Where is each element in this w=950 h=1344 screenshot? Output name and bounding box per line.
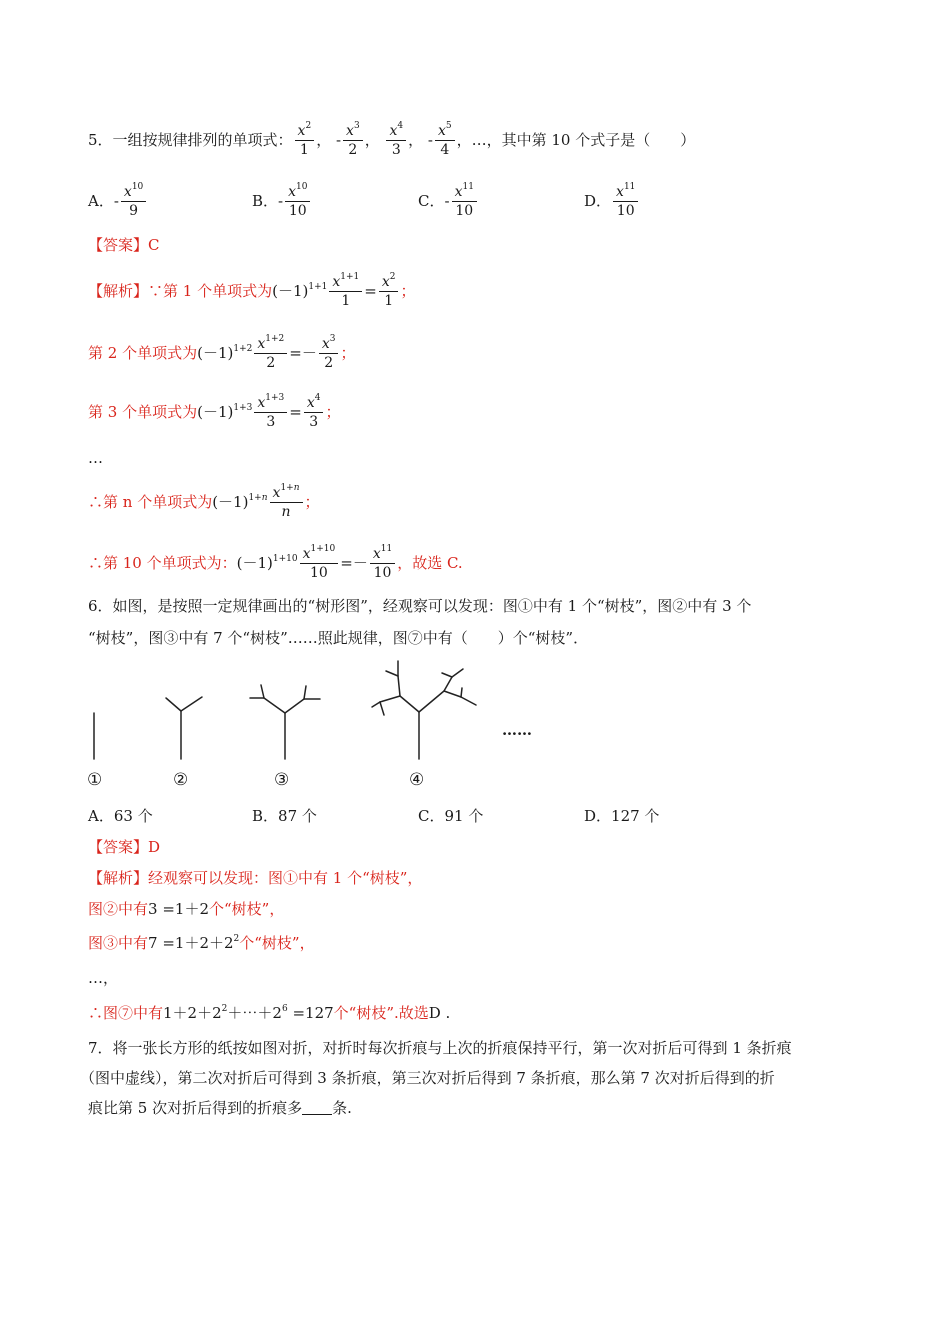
q6-option-c[interactable]: C．91 个: [418, 807, 484, 825]
tree-dots: ……: [502, 721, 532, 739]
q6-answer: 【答案】D: [88, 838, 161, 856]
figure-label-2: ②: [173, 770, 189, 790]
q5-analysis-line10: ∴第 10 个单项式为：$(-1)^{1+10}$ $\frac{x^{1+10}}{10}$ =－ $\frac{x^{11}}{10}$ ，故选 C.: [88, 544, 463, 581]
tree-2: [166, 697, 202, 759]
q5-term-4: $\frac{x^5}{4}$: [435, 124, 455, 158]
q6-analysis-line1: 【解析】经观察可以发现：图①中有 1 个“树枝”，: [88, 869, 423, 887]
q5-term-3: $\frac{x^4}{3}$: [386, 124, 406, 158]
tree-figure: [80, 655, 640, 765]
q7-line3: 痕比第 5 次对折后得到的折痕多 条.: [88, 1099, 352, 1117]
q6-option-a[interactable]: A．63 个: [88, 807, 153, 825]
q6-analysis-line3: 图③中有$7 =1+2+2^2$个“树枝”，: [88, 934, 315, 952]
figure-label-4: ④: [409, 770, 425, 790]
q5-answer: 【答案】C: [88, 236, 160, 254]
figure-label-1: ①: [87, 770, 103, 790]
q6-option-d[interactable]: D．127 个: [584, 807, 660, 825]
q5-option-c[interactable]: C．- $\frac{x^{11}}{10}$: [418, 185, 479, 219]
q7-blank[interactable]: [302, 1098, 332, 1115]
q5-term-1: $\frac{x^2}{1}$: [295, 124, 315, 158]
q5-stem: 5．一组按规律排列的单项式： $\frac{x^2}{1}$ ， - $\frac{x^3}{2}$ ， $\frac{x^4}{3}$ ， - $\frac{x^5}{4}$ ，…，其中第 10 个式子是（ ）: [88, 121, 696, 158]
q5-term-2: $\frac{x^3}{2}$: [343, 124, 363, 158]
q5-option-b[interactable]: B．- $\frac{x^{10}}{10}$: [252, 185, 312, 219]
q5-analysis-line3: 第 3 个单项式为$(-1)^{1+3}$ $\frac{x^{1+3}}{3}$ = $\frac{x^4}{3}$ ；: [88, 393, 341, 430]
q6-analysis-line4: ∴图⑦中有$1+2+2^2+\cdots+2^6 =127$个“树枝”.故选D .: [88, 1004, 451, 1022]
q5-analysis-line1: 【解析】∵第 1 个单项式为$(-1)^{1+1}$ $\frac{x^{1+1}}{1}$ = $\frac{x^2}{1}$ ；: [88, 272, 416, 309]
q5-stem-suffix: ，…，其中第 10 个式子是（ ）: [456, 131, 696, 149]
tree-3: [250, 685, 320, 759]
q5-analysis-line2: 第 2 个单项式为$(-1)^{1+2}$ $\frac{x^{1+2}}{2}$ =－ $\frac{x^3}{2}$ ；: [88, 334, 356, 371]
q6-option-b[interactable]: B．87 个: [252, 807, 317, 825]
q5-option-d[interactable]: D． $\frac{x^{11}}{10}$: [584, 185, 640, 219]
q5-option-a[interactable]: A．- $\frac{x^{10}}{9}$: [88, 185, 148, 219]
q7-line1: 7．将一张长方形的纸按如图对折，对折时每次折痕与上次的折痕保持平行，第一次对折后可得到 1 条折痕: [88, 1039, 792, 1057]
tree-4: [372, 661, 476, 759]
q6-analysis-line2: 图②中有3 =1＋2个“树枝”，: [88, 900, 285, 918]
q7-line2: （图中虚线），第二次对折后可得到 3 条折痕，第三次对折后得到 7 条折痕，那么第 7 次对折后得到的折: [80, 1069, 775, 1087]
figure-label-3: ③: [274, 770, 290, 790]
q6-stem-line2: “树枝”，图③中有 7 个“树枝”……照此规律，图⑦中有（ ）个“树枝”．: [88, 629, 589, 647]
q5-analysis-line-n: ∴第 n 个单项式为$(-1)^{1+n}$ $\frac{x^{1+n}}{n}$ ；: [88, 483, 320, 520]
q5-stem-prefix: 5．一组按规律排列的单项式：: [88, 131, 293, 149]
q6-analysis-ellipsis: …，: [88, 969, 119, 987]
q6-stem-line1: 6．如图，是按照一定规律画出的“树形图”，经观察可以发现：图①中有 1 个“树枝”，图②中有 3 个: [88, 597, 752, 615]
q5-analysis-ellipsis: …: [88, 449, 103, 467]
